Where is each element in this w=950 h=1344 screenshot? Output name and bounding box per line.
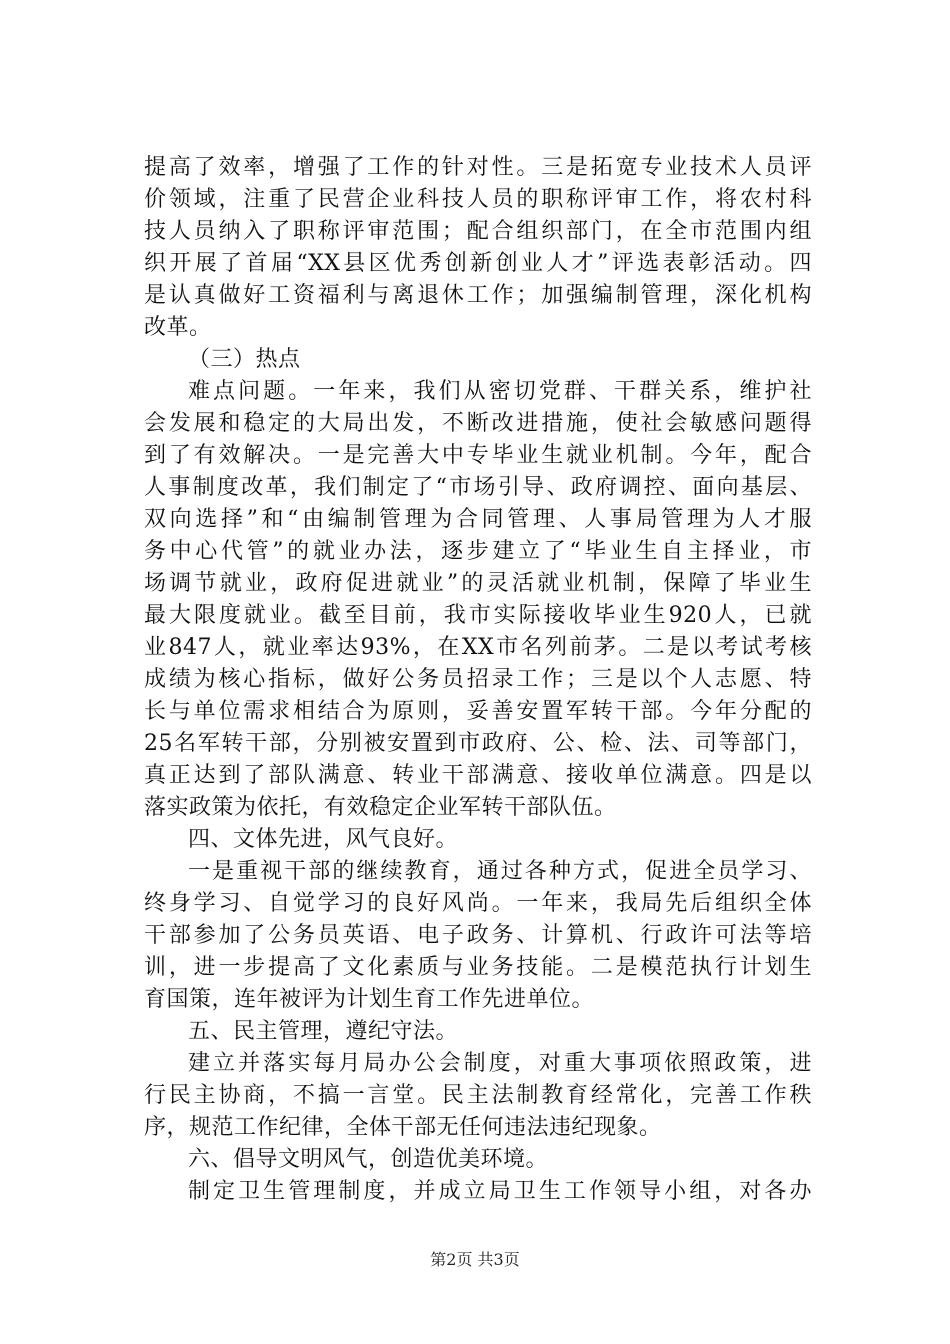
text-line: 终身学习、自觉学习的良好风尚。一年来，我局先后组织全体 <box>144 891 812 916</box>
paragraph <box>144 376 812 824</box>
paragraph <box>144 1176 812 1208</box>
text-line: 务中心代管”的就业办法，逐步建立了“毕业生自主择业，市 <box>144 539 812 564</box>
paragraph <box>144 1016 812 1048</box>
text-line: 制定卫生管理制度，并成立局卫生工作领导小组，对各办 <box>188 1179 812 1204</box>
text-line: 会发展和稳定的大局出发，不断改进措施，使社会敏感问题得 <box>144 411 812 436</box>
text-line: 长与单位需求相结合为原则，妥善安置军转干部。今年分配的 <box>144 699 812 724</box>
text-line: 业847人，就业率达93%，在XX市名列前茅。二是以考试考核 <box>144 635 812 660</box>
text-line: 建立并落实每月局办公会制度，对重大事项依照政策，进 <box>188 1051 812 1076</box>
paragraph <box>144 344 812 376</box>
text-line: 真正达到了部队满意、转业干部满意、接收单位满意。四是以 <box>144 763 812 788</box>
text-line: 技人员纳入了职称评审范围；配合组织部门，在全市范围内组 <box>144 219 812 244</box>
text-line: 提高了效率，增强了工作的针对性。三是拓宽专业技术人员评 <box>144 155 812 180</box>
text-line: 双向选择”和“由编制管理为合同管理、人事局管理为人才服 <box>144 507 812 532</box>
text-line: 最大限度就业。截至目前，我市实际接收毕业生920人，已就 <box>144 603 812 628</box>
text-line: 落实政策为依托，有效稳定企业军转干部队伍。 <box>144 795 617 820</box>
text-line: 难点问题。一年来，我们从密切党群、干群关系，维护社 <box>188 379 812 404</box>
paragraph <box>144 1048 812 1144</box>
text-line: 六、倡导文明风气，创造优美环境。 <box>188 1147 549 1172</box>
paragraph <box>144 856 812 1016</box>
text-line: 织开展了首届“XX县区优秀创新创业人才”评选表彰活动。四 <box>144 251 812 276</box>
document-body <box>144 152 812 1208</box>
text-line: 成绩为核心指标，做好公务员招录工作；三是以个人志愿、特 <box>144 667 812 692</box>
text-line: 一是重视干部的继续教育，通过各种方式，促进全员学习、 <box>188 859 812 884</box>
text-line: 育国策，连年被评为计划生育工作先进单位。 <box>144 987 595 1012</box>
text-line: 到了有效解决。一是完善大中专毕业生就业机制。今年，配合 <box>144 443 812 468</box>
text-line: 五、民主管理，遵纪守法。 <box>188 1019 459 1044</box>
page-footer: 第2页 共3页 <box>430 1250 520 1269</box>
text-line: （三）热点 <box>188 347 301 372</box>
text-line: 四、文体先进，风气良好。 <box>188 827 459 852</box>
text-line: 序，规范工作纪律，全体干部无任何违法违纪现象。 <box>144 1115 662 1140</box>
text-line: 价领域，注重了民营企业科技人员的职称评审工作，将农村科 <box>144 187 812 212</box>
paragraph <box>144 824 812 856</box>
text-line: 人事制度改革，我们制定了“市场引导、政府调控、面向基层、 <box>144 475 812 500</box>
text-line: 干部参加了公务员英语、电子政务、计算机、行政许可法等培 <box>144 923 812 948</box>
text-line: 行民主协商，不搞一言堂。民主法制教育经常化，完善工作秩 <box>144 1083 812 1108</box>
paragraph <box>144 1144 812 1176</box>
paragraph <box>144 152 812 344</box>
text-line: 改革。 <box>144 315 212 340</box>
text-line: 是认真做好工资福利与离退休工作；加强编制管理，深化机构 <box>144 283 812 308</box>
text-line: 训，进一步提高了文化素质与业务技能。二是模范执行计划生 <box>144 955 812 980</box>
text-line: 25名军转干部，分别被安置到市政府、公、检、法、司等部门， <box>144 731 812 756</box>
text-line: 场调节就业，政府促进就业”的灵活就业机制，保障了毕业生 <box>144 571 812 596</box>
